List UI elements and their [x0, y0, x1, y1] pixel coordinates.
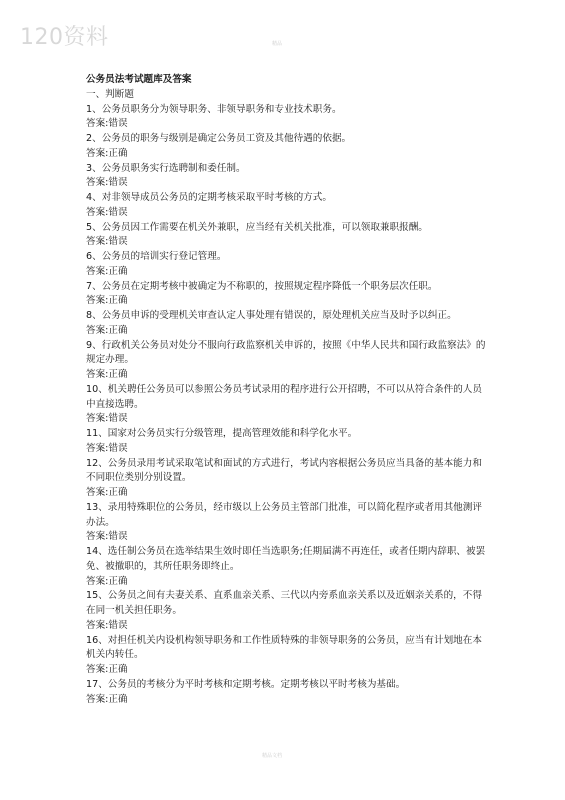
question-text: 3、公务员职务实行选聘制和委任制。: [86, 162, 246, 174]
question-text: 8、公务员申诉的受理机关审查认定人事处理有错误的，原处理机关应当及时予以纠正。: [86, 310, 457, 321]
footer-mark: 精品文档: [262, 753, 283, 759]
question-list: [86, 103, 486, 708]
question-text: 1、公务员职务分为领导职务、非领导职务和专业技术职务。: [86, 103, 342, 115]
answer-text: 答案:错误: [86, 531, 128, 543]
section-heading: 一、判断题: [86, 88, 134, 100]
question-text: 17、公务员的考核分为平时考核和定期考核。定期考核以平时考核为基础。: [86, 678, 406, 690]
answer-text: 答案:错误: [86, 442, 128, 454]
document-title: 公务员法考试题库及答案: [86, 74, 192, 85]
question-text: 9、行政机关公务员对处分不服向行政监察机关申诉的，按照《中华人民共和国行政监察法》的规定办理。: [86, 339, 486, 366]
question-text: 4、对非领导成员公务员的定期考核采取平时考核的方式。: [86, 192, 332, 203]
question-text: 2、公务员的职务与级别是确定公务员工资及其他待遇的依据。: [86, 133, 352, 144]
question-text: 7、公务员在定期考核中被确定为不称职的，按照规定程序降低一个职务层次任职。: [86, 280, 438, 292]
answer-text: 答案:错误: [86, 619, 128, 631]
question-text: 16、对担任机关内设机构领导职务和工作性质特殊的非领导职务的公务员，应当有计划地在本机关内转任。: [86, 634, 482, 661]
question-text: 5、公务员因工作需要在机关外兼职，应当经有关机关批准，可以领取兼职报酬。: [86, 221, 428, 233]
document-body: [86, 73, 486, 707]
answer-text: 答案:正确: [86, 575, 128, 587]
answer-text: 答案:正确: [86, 664, 128, 675]
answer-text: 答案:正确: [86, 295, 128, 307]
answer-text: 答案:错误: [86, 206, 128, 218]
header-mark: 精品: [272, 41, 283, 47]
answer-text: 答案:错误: [86, 236, 128, 248]
question-text: 6、公务员的培训实行登记管理。: [86, 251, 227, 262]
answer-text: 答案:正确: [86, 487, 128, 498]
answer-text: 答案:错误: [86, 413, 128, 425]
question-text: 14、选任制公务员在选举结果生效时即任当选职务;任期届满不再连任，或者任期内辞职、被罢免、被撤职的，其所任职务即终止。: [86, 546, 486, 572]
question-text: 10、机关聘任公务员可以参照公务员考试录用的程序进行公开招聘，不可以从符合条件的人员中直接选聘。: [86, 383, 482, 410]
question-text: 15、公务员之间有夫妻关系、直系血亲关系、三代以内旁系血亲关系以及近姻亲关系的，不得在同一机关担任职务。: [86, 590, 482, 616]
answer-text: 答案:错误: [86, 118, 128, 130]
answer-text: 答案:正确: [86, 369, 128, 380]
question-text: 13、录用特殊职位的公务员，经市级以上公务员主管部门批准，可以简化程序或者用其他测评办法。: [86, 501, 482, 528]
question-text: 11、国家对公务员实行分级管理，提高管理效能和科学化水平。: [86, 428, 358, 439]
answer-text: 答案:正确: [86, 265, 128, 277]
answer-text: 答案:正确: [86, 324, 128, 336]
answer-text: 答案:正确: [86, 147, 128, 159]
watermark-logo: 120资料: [20, 25, 109, 50]
answer-text: 答案:正确: [86, 693, 128, 705]
question-text: 12、公务员录用考试采取笔试和面试的方式进行，考试内容根据公务员应当具备的基本能力和不同职位类别分别设置。: [86, 457, 482, 484]
answer-text: 答案:错误: [86, 177, 128, 189]
